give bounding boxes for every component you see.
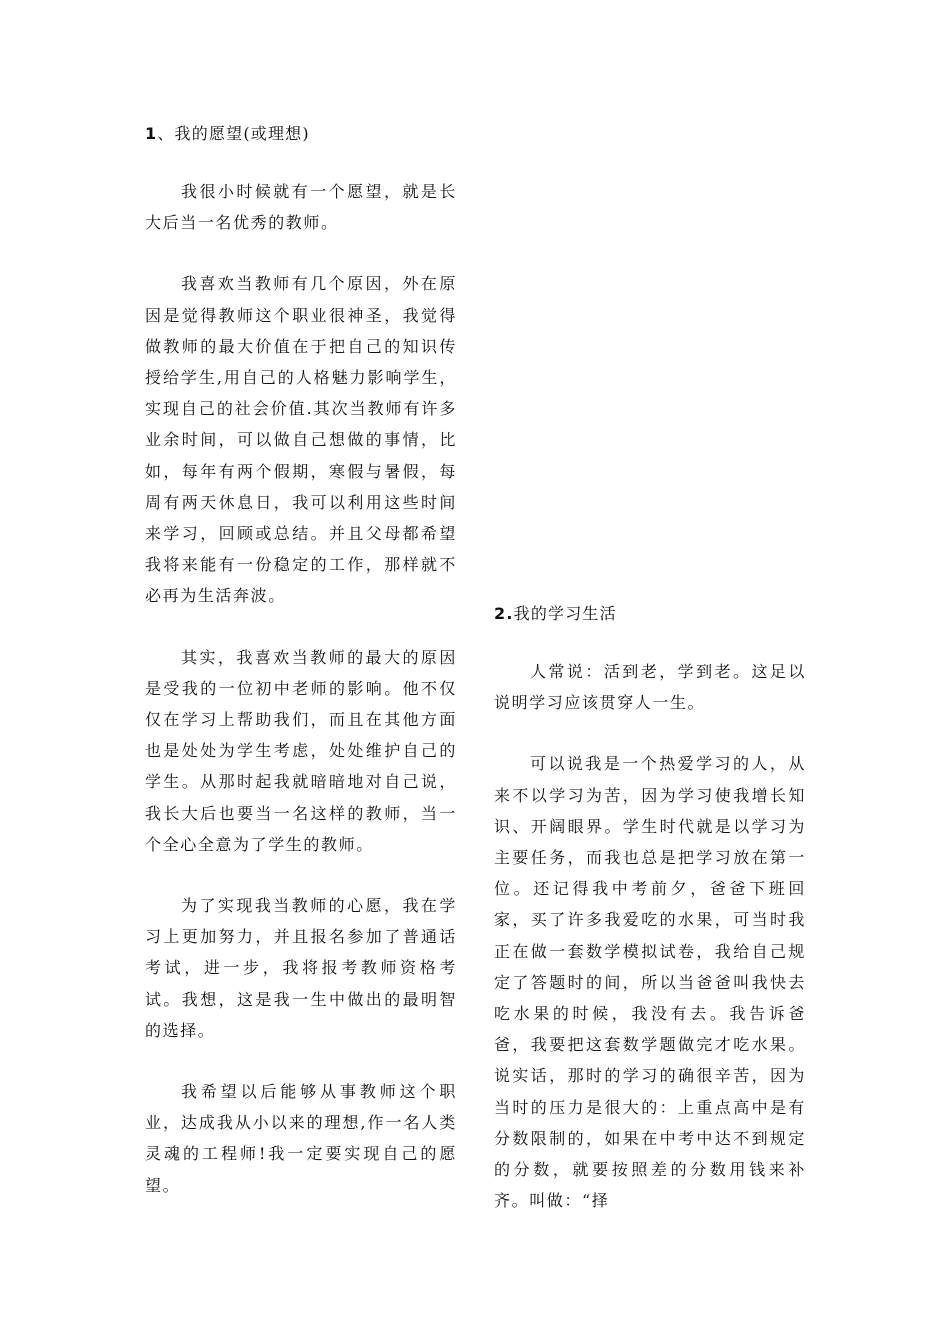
left-column xyxy=(145,122,457,1231)
right-column xyxy=(494,602,806,1246)
section-2-number: 2. xyxy=(494,604,514,623)
section-2-heading xyxy=(494,602,806,626)
section-1-title: 、我的愿望(或理想) xyxy=(157,124,310,143)
section-1-paragraph-1: 我很小时候就有一个愿望，就是长大后当一名优秀的教师。 xyxy=(145,182,457,233)
section-1-paragraph-5: 我希望以后能够从事教师这个职业，达成我从小以来的理想,作一名人类灵魂的工程师!我一定要实现自己的愿望。 xyxy=(145,1082,457,1195)
section-2-title: 我的学习生活 xyxy=(513,604,617,623)
section-1-heading xyxy=(145,122,457,146)
section-2-paragraph-1: 人常说：活到老，学到老。这足以说明学习应该贯穿人一生。 xyxy=(494,662,806,713)
section-1-paragraph-4: 为了实现我当教师的心愿，我在学习上更加努力，并且报名参加了普通话考试，进一步，我将报考教师资格考试。我想，这是我一生中做出的最明智的选择。 xyxy=(145,896,457,1040)
section-1-paragraph-3: 其实，我喜欢当教师的最大的原因是受我的一位初中老师的影响。他不仅仅在学习上帮助我们，而且在其他方面也是处处为学生考虑，处处维护自己的学生。从那时起我就暗暗地对自己说，我长大后也要当一名这样的教师，当一个全心全意为了学生的教师。 xyxy=(145,647,457,854)
section-1-paragraph-2: 我喜欢当教师有几个原因，外在原因是觉得教师这个职业很神圣，我觉得做教师的最大价值在于把自己的知识传授给学生,用自己的人格魅力影响学生，实现自己的社会价值.其次当教师有许多业余时间，可以做自己想做的事情，比如，每年有两个假期，寒假与暑假，每周有两天休息日，我可以利用这些时间来学习，回顾或总结。并且父母都希望我将来能有一份稳定的工作，那样就不必再为生活奔波。 xyxy=(145,274,457,606)
section-1-number: 1 xyxy=(145,124,158,143)
section-2-paragraph-2: 可以说我是一个热爱学习的人，从来不以学习为苦，因为学习使我增长知识、开阔眼界。学生时代就是以学习为主要任务，而我也总是把学习放在第一位。还记得我中考前夕，爸爸下班回家，买了许多我爱吃的水果，可当时我正在做一套数学模拟试卷，我给自己规定了答题时的间，所以当爸爸叫我快去吃水果的时候，我没有去。我告诉爸爸，我要把这套数学题做完才吃水果。说实话，那时的学习的确很辛苦，因为当时的压力是很大的：上重点高中是有分数限制的，如果在中考中达不到规定的分数，就要按照差的分数用钱来补齐。叫做：“择 xyxy=(494,754,806,1211)
